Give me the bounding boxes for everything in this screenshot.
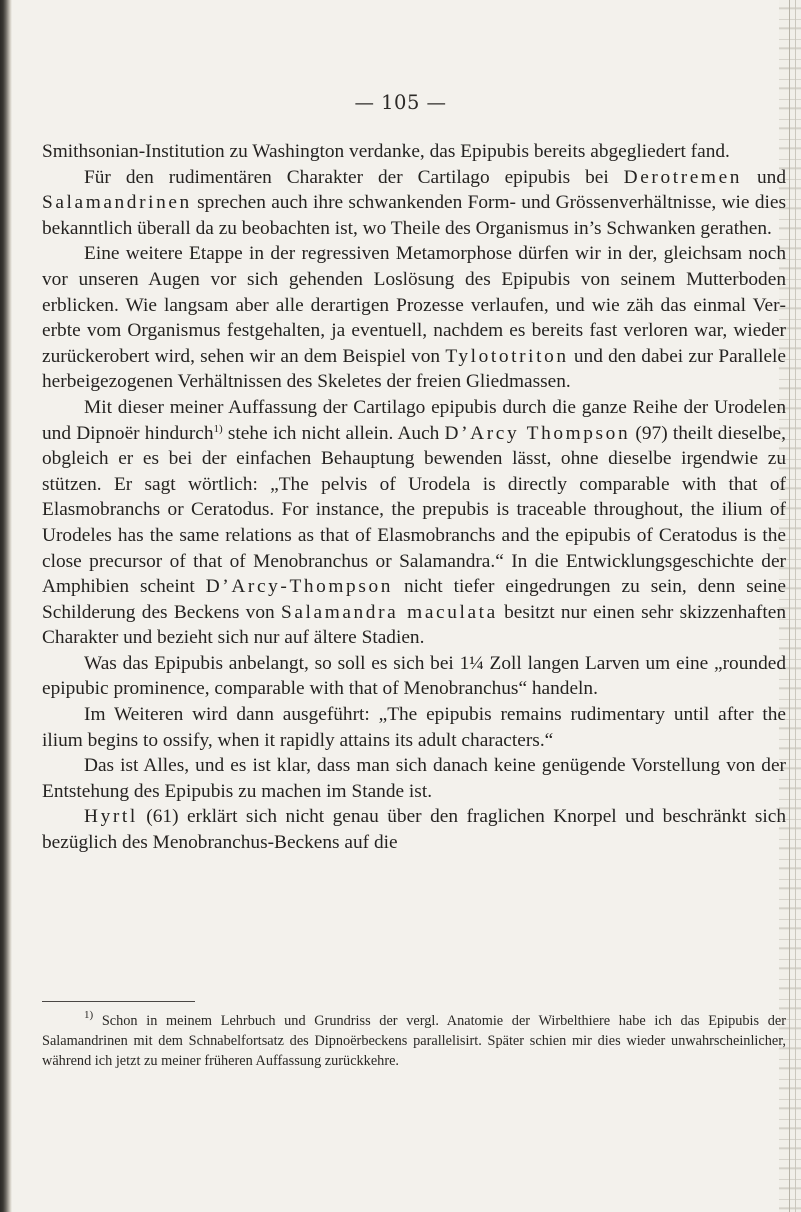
footnote-mark: 1) (84, 1009, 94, 1021)
paragraph-4: Mit dieser meiner Auffassung der Cartilago epipubis durch die ganze Reihe der Urodelen und Dipnoër hindurch$^{1)}$ stehe ich nicht allein. Auch D’Arcy Thompson (97) theilt dieselbe, obgleich er es bei der einfachen Behauptung bewenden lässt, ohne dieselbe irgendwie zu stützen. Er sagt wörtlich: „The pelvis of Urodela is directly comparable with that of Elasmobranchs or Ceratodus. For instance, the prepubis is traceable throughout, the ilium of Urodeles has the same relations as that of Elasmobranchs and the epipubis of Ceratodus is the close precursor of that of Menobranchus or Salamandra.“ In die Entwicklungsgeschichte der Amphibien scheint D’Arcy-Thompson nicht tiefer eingedrungen zu sein, denn seine Schilderung des Beckens von Salamandra maculata besitzt nur einen sehr skizzenhaften Charakter und bezieht sich nur auf ältere Stadien. (42, 396, 786, 649)
paragraph-5: Was das Epipubis anbelangt, so soll es sich bei 1¼ Zoll langen Larven um eine „rounded epipubic prominence, comparable with that of Menobranchus“ handeln. (42, 652, 786, 700)
paragraph-1: Smithsonian-Institution zu Washington verdanke, das Epipubis bereits abgegliedert fand. (42, 141, 730, 162)
paragraph-6: Im Weiteren wird dann ausgeführt: „The epipubis remains rudimentary until after the ilium begins to ossify, when it rapidly attains its adult characters.“ (42, 704, 786, 751)
body-text (42, 139, 786, 856)
emphasis-derotremen: Derotremen (623, 166, 743, 188)
footnote-text: $^{1)}$ Schon in meinem Lehrbuch und Grundriss der vergl. Anatomie der Wirbelthiere habe ich das Epipubis der Salamandrinen mit dem Schnabelfortsatz des Dipnoërbeckens parallelisirt. Später schien mir dies wieder unwahrscheinlicher, während ich jetzt zu meiner früheren Auffassung zurückkehre. (42, 1009, 786, 1069)
page-number: — 105 — (354, 91, 447, 114)
footnote-divider (42, 1001, 195, 1002)
footnote (42, 1009, 786, 1071)
emphasis-tylototriton: Tylototriton (445, 345, 569, 367)
emphasis-hyrtl: Hyrtl (84, 806, 138, 828)
emphasis-darcy-thompson-2: D’Arcy-Thompson (205, 576, 394, 598)
emphasis-salamandra-maculata: Salamandra maculata (280, 601, 498, 623)
paragraph-8: Hyrtl (61) erklärt sich nicht genau über den fraglichen Knorpel und beschränkt sich bezüglich des Menobranchus-Beckens auf die (42, 806, 786, 854)
paragraph-2: Für den rudimentären Charakter der Cartilago epipubis bei Derotremen und Salamandrinen sprechen auch ihre schwankenden Form- und Grössenverhältnisse, wie dies bekanntlich überall da zu beobachten ist, wo Theile des Organismus in’s Schwanken gerathen. (42, 166, 786, 239)
paragraph-7: Das ist Alles, und es ist klar, dass man sich danach keine genügende Vorstellung von der Entstehung des Epipubis zu machen im Stande ist. (42, 755, 786, 802)
paragraph-3: Eine weitere Etappe in der regressiven Metamorphose dürfen wir in der, gleichsam noch vor unseren Augen vor sich gehenden Loslösung des Epipubis von seinem Mutterboden erblicken. Wie langsam aber alle derartigen Prozesse verlaufen, und wie zäh das einmal Vererbte vom Organismus festgehalten, ja eventuell, nachdem es bereits fast verloren war, wieder zurückerobert wird, sehen wir an dem Beispiel von Tylototriton und den dabei zur Parallele herbeigezogenen Verhältnissen des Skeletes der freien Gliedmassen. (42, 243, 786, 393)
footnote-reference: 1) (213, 422, 223, 435)
page-binding-edge (0, 0, 12, 1212)
emphasis-salamandrinen: Salamandrinen (42, 192, 192, 214)
emphasis-darcy-thompson: D’Arcy Thompson (444, 422, 631, 444)
